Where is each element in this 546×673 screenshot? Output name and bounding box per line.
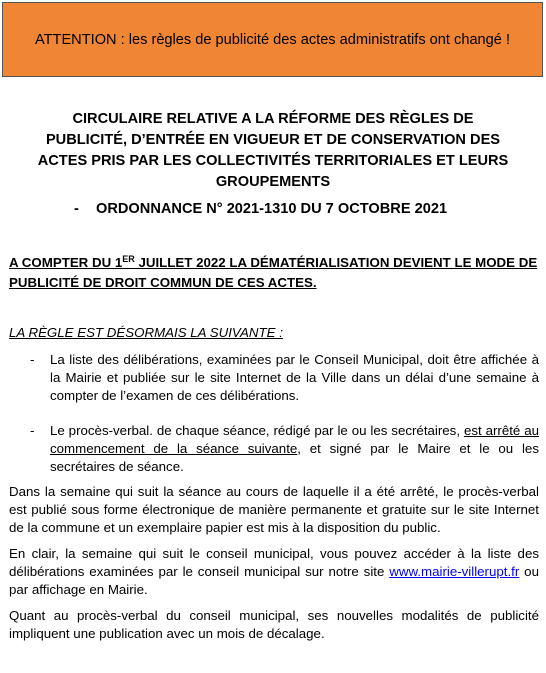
text-segment: En clair, la semaine qui suit le conseil municipal, vous pouvez accéder à la liste des délibérations examinées par le conseil municipal sur notre site xyxy=(9,546,539,579)
circular-title xyxy=(0,109,546,193)
list-item-text: La liste des délibérations, examinées par le Conseil Municipal, doit être affichée à la Mairie et publiée sur le site Internet de la Ville dans un délai d’une semaine à compter de l’examen de ces délibérations. xyxy=(50,352,539,403)
paragraph-access xyxy=(9,545,539,599)
rule-heading: LA RÈGLE EST DÉSORMAIS LA SUIVANTE : xyxy=(9,325,283,340)
dematerialisation-notice xyxy=(9,253,539,293)
ordonnance-text: ORDONNANCE N° 2021-1310 DU 7 OCTOBRE 2021 xyxy=(96,201,448,217)
notice-part: A COMPTER DU 1 xyxy=(9,255,123,270)
notice-part: JUILLET 2022 LA DÉMATÉRIALISATION DEVIENT LE MODE DE PUBLICITÉ DE DROIT COMMUN DE CES ACTES. xyxy=(9,255,538,290)
underlined-segment: est arrêté au commencement de la séance suivante xyxy=(50,423,539,456)
title-line: ACTES PRIS PAR LES COLLECTIVITÉS TERRITORIALES ET LEURS xyxy=(37,153,509,169)
notice-superscript: ER xyxy=(122,254,135,264)
ordonnance-line xyxy=(74,199,447,220)
title-line: GROUPEMENTS xyxy=(215,174,331,190)
paragraph-delay: Quant au procès-verbal du conseil municipal, ses nouvelles modalités de publicité impliquent une publication avec un mois de décalage. xyxy=(9,608,539,641)
text-segment: ou par affichage en Mairie. xyxy=(9,564,539,597)
title-line: PUBLICITÉ, D’ENTRÉE EN VIGUEUR ET DE CONSERVATION DES xyxy=(45,132,501,148)
list-item xyxy=(9,422,539,476)
list-item xyxy=(9,351,539,405)
ordonnance-dash: - xyxy=(74,201,79,217)
bullet-dash: - xyxy=(30,423,35,438)
text-segment: Le procès-verbal. de chaque séance, rédigé par le ou les secrétaires, xyxy=(50,423,464,438)
bullet-dash: - xyxy=(30,352,35,367)
title-line: CIRCULAIRE RELATIVE A LA RÉFORME DES RÈGLES DE xyxy=(72,111,474,127)
text-segment: , et signé par le Maire et le ou les secrétaires de séance. xyxy=(50,441,539,474)
website-link[interactable]: www.mairie-villerupt.fr xyxy=(389,564,520,579)
paragraph-publication: Dans la semaine qui suit la séance au cours de laquelle il a été arrêté, le procès-verbal est publié sous forme électronique de manière permanente et gratuite sur le site Internet de la commune et un exemplaire papier est mis à la disposition du public. xyxy=(9,484,539,535)
list-item-text xyxy=(50,422,539,476)
attention-banner xyxy=(2,2,543,77)
attention-text: ATTENTION : les règles de publicité des actes administratifs ont changé ! xyxy=(34,31,511,48)
